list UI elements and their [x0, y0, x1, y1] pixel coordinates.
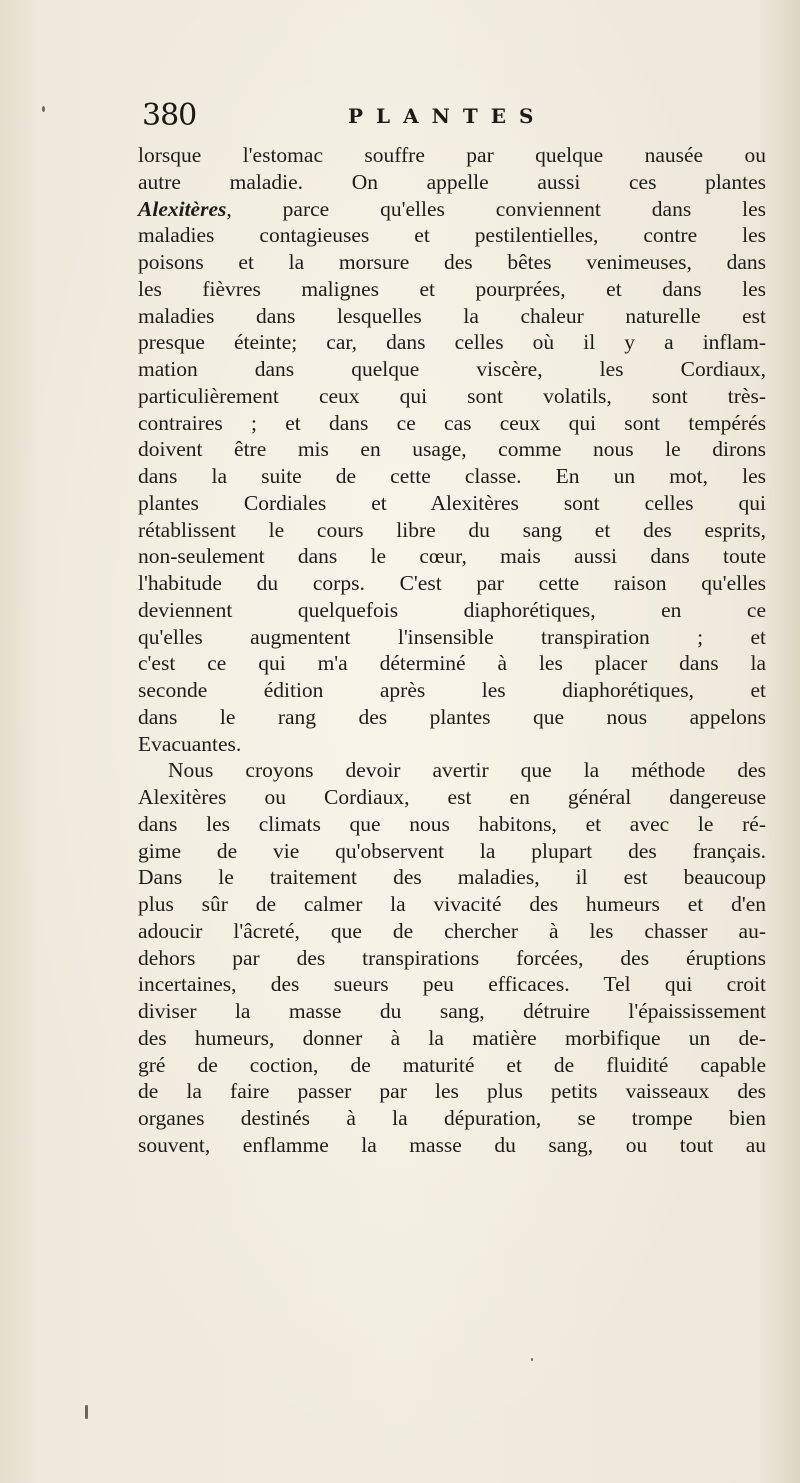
text-line: dans la suite de cette classe. En un mot, les	[138, 464, 766, 488]
text-line: mation dans quelque viscère, les Cordiaux,	[138, 357, 766, 381]
page-number: 380	[142, 98, 197, 133]
text-line: seconde édition après les diaphorétiques, et	[138, 678, 766, 702]
text-line: plantes Cordiales et Alexitères sont celles qui	[138, 490, 766, 515]
text-line: autre maladie. On appelle aussi ces plantes	[138, 169, 766, 194]
text-line: Dans le traitement des maladies, il est beaucoup	[138, 865, 766, 890]
running-head: PLANTES	[348, 104, 547, 128]
text-line: l'habitude du corps. C'est par cette raison qu'elles	[138, 571, 766, 595]
text-line: de la faire passer par les plus petits vaisseaux des	[138, 1079, 766, 1104]
italic-term: Alexitères	[138, 196, 227, 221]
text-line: souvent, enflamme la masse du sang, ou tout au	[138, 1132, 766, 1157]
page-header	[142, 98, 762, 134]
text-line: poisons et la morsure des bêtes venimeuses, dans	[138, 250, 766, 274]
paper-speck	[42, 106, 45, 112]
body-text	[138, 142, 766, 1159]
text-line: rétablissent le cours libre du sang et des esprits,	[138, 517, 766, 542]
text-line: gime de vie qu'observent la plupart des français.	[138, 838, 766, 863]
text-line: gré de coction, de maturité et de fluidité capable	[138, 1052, 766, 1077]
text-line: Alexitères, parce qu'elles conviennent dans les	[138, 196, 766, 221]
text-line: Alexitères ou Cordiaux, est en général dangereuse	[138, 785, 766, 809]
text-line: non-seulement dans le cœur, mais aussi dans toute	[138, 544, 766, 569]
text-line: qu'elles augmentent l'insensible transpiration ; et	[138, 624, 766, 649]
text-line: deviennent quelquefois diaphorétiques, en ce	[138, 597, 766, 622]
text-line: diviser la masse du sang, détruire l'épaississement	[138, 999, 766, 1023]
text-line: plus sûr de calmer la vivacité des humeurs et d'en	[138, 892, 766, 916]
paper-speck	[531, 1358, 533, 1361]
text-line: dans le rang des plantes que nous appelons	[138, 704, 766, 729]
text-line: lorsque l'estomac souffre par quelque nausée ou	[138, 143, 766, 167]
text-line: organes destinés à la dépuration, se trompe bien	[138, 1106, 766, 1130]
text-line: dehors par des transpirations forcées, des éruptions	[138, 945, 766, 970]
text-line: presque éteinte; car, dans celles où il y a inflam-	[138, 330, 766, 355]
text-line: des humeurs, donner à la matière morbifique un de-	[138, 1025, 766, 1050]
paper-speck	[85, 1405, 88, 1419]
text-line: particulièrement ceux qui sont volatils, sont très-	[138, 383, 766, 408]
text-line: incertaines, des sueurs peu efficaces. Tel qui croit	[138, 972, 766, 997]
text-line: maladies dans lesquelles la chaleur naturelle est	[138, 303, 766, 328]
text-line: dans les climats que nous habitons, et avec le ré-	[138, 811, 766, 836]
text-line: contraires ; et dans ce cas ceux qui sont tempérés	[138, 410, 766, 435]
text-line: doivent être mis en usage, comme nous le dirons	[138, 437, 766, 462]
text-line: Evacuantes.	[138, 731, 242, 756]
text-line: les fièvres malignes et pourprées, et dans les	[138, 276, 766, 301]
text-line: Nous croyons devoir avertir que la méthode des	[168, 758, 766, 783]
text-line: adoucir l'âcreté, que de chercher à les chasser au-	[138, 918, 766, 943]
text-line: c'est ce qui m'a déterminé à les placer dans la	[138, 651, 766, 676]
text-line: maladies contagieuses et pestilentielles, contre les	[138, 223, 766, 248]
